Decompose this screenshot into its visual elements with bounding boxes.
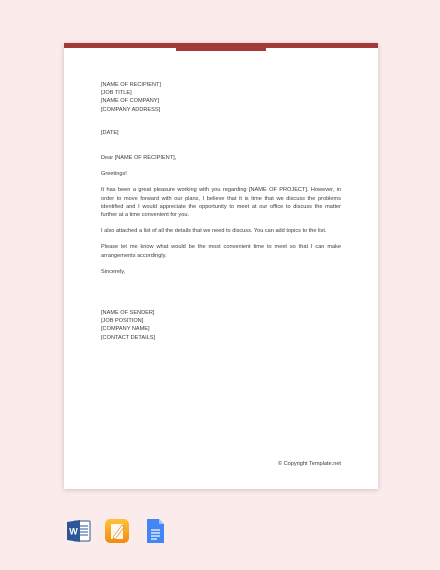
app-icons xyxy=(66,518,186,544)
copyright-text: © Copyright Template.net xyxy=(277,461,341,467)
sender-name: [NAME OF SENDER] xyxy=(101,310,155,316)
svg-text:W: W xyxy=(69,526,78,537)
recipient-address: [COMPANY ADDRESS] xyxy=(101,106,161,113)
body-paragraph: I also attached a list of all the details that we need to discuss. You can add topics to the list. xyxy=(101,228,327,235)
word-icon[interactable] xyxy=(66,518,92,544)
sender-position: [JOB POSITION] xyxy=(101,318,144,325)
recipient-name: [NAME OF RECIPIENT] xyxy=(101,82,161,88)
sender-company: [COMPANY NAME] xyxy=(101,326,150,333)
date-block xyxy=(101,129,341,137)
google-docs-icon[interactable] xyxy=(142,518,168,544)
sender-contact: [CONTACT DETAILS] xyxy=(101,334,156,341)
body-paragraph: It has been a great pleasure working with you regarding [NAME OF PROJECT]. However, in order to move forward with our plans, I believe that it is time that we discuss the problems identified and I would appreciate the opportunity to meet at our office to discuss the matter further at a time convenient for you. xyxy=(101,187,341,219)
pages-icon[interactable] xyxy=(104,518,130,544)
greeting: Greetings! xyxy=(101,171,127,178)
sender-block xyxy=(101,309,341,342)
recipient-block xyxy=(101,81,341,114)
recipient-job-title: [JOB TITLE] xyxy=(101,90,132,97)
letter-body xyxy=(101,154,341,279)
document-page xyxy=(64,43,378,489)
header-tab xyxy=(176,43,266,51)
recipient-company: [NAME OF COMPANY] xyxy=(101,98,160,105)
body-paragraph: Please let me know what would be the most convenient time to meet so that I can make arrangements accordingly. xyxy=(101,244,341,259)
salutation: Dear [NAME OF RECIPIENT], xyxy=(101,155,177,161)
closing: Sincerely, xyxy=(101,268,126,275)
date-line: [DATE] xyxy=(101,130,119,136)
